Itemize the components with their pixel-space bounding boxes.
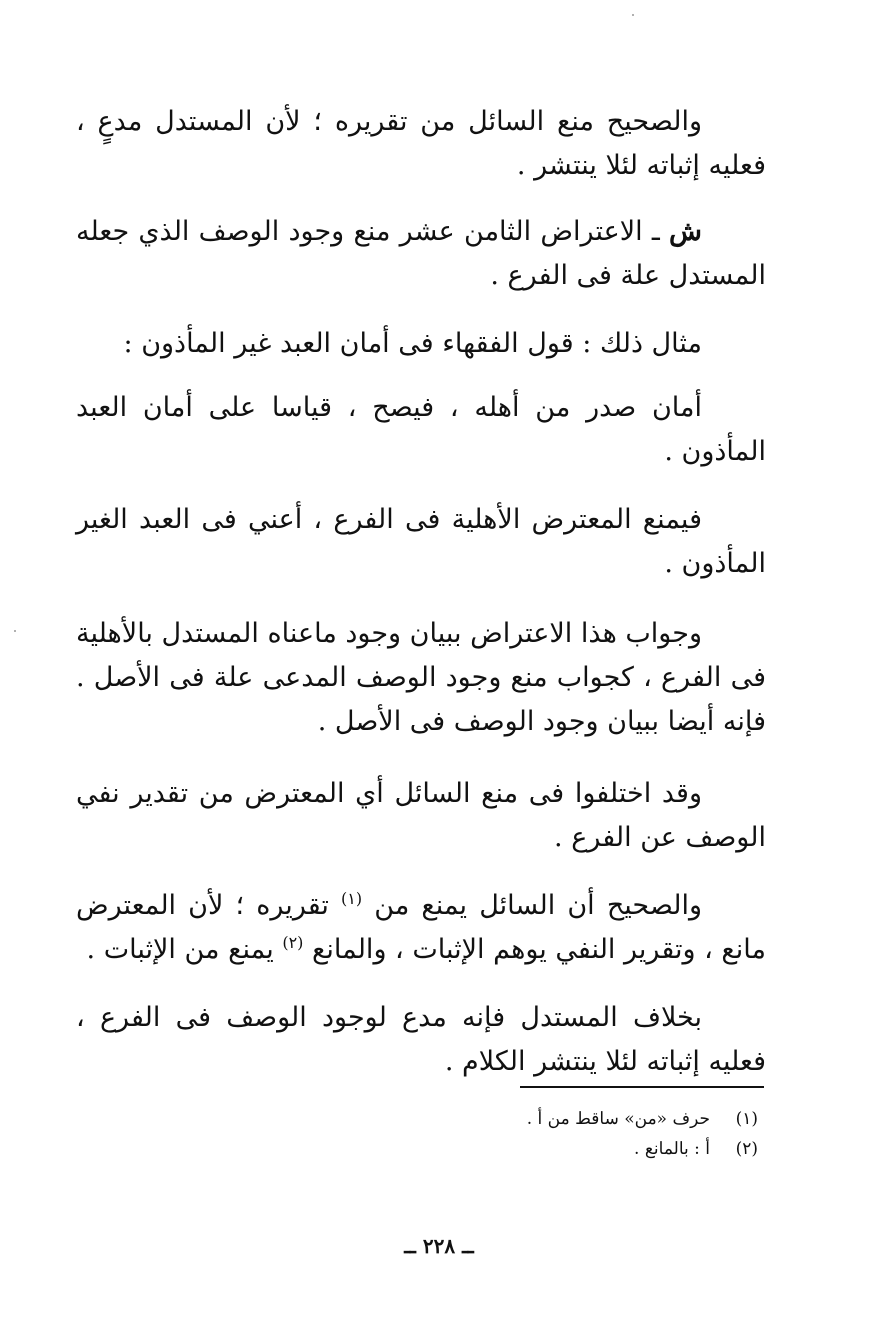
paragraph-2 (76, 210, 766, 298)
paragraph-3: مثال ذلك : قول الفقهاء فى أمان العبد غير المأذون : (123, 328, 702, 359)
footnote-item (300, 1104, 758, 1134)
scan-speck (632, 14, 634, 16)
footnote-number: (١) (735, 1109, 758, 1129)
footnote-ref-2[interactable]: (٢) (282, 933, 304, 952)
footnote-ref-1[interactable]: (١) (341, 889, 363, 908)
paragraph-4: أمان صدر من أهله ، فيصح ، قياسا على أمان العبد المأذون . (76, 392, 766, 467)
footnote-text: أ : بالمانع . (634, 1139, 710, 1159)
paragraph-7: وقد اختلفوا فى منع السائل أي المعترض من تقدير نفي الوصف عن الفرع . (76, 778, 766, 853)
footnote-item (300, 1134, 758, 1164)
paragraph-8-part-3: يمنع من الإثبات . (86, 934, 283, 965)
footnote-text: حرف «من» ساقط من أ . (526, 1109, 710, 1129)
footnotes (300, 1104, 758, 1164)
paragraph-8-part-1: والصحيح أن السائل يمنع من (362, 890, 702, 921)
footnote-divider (520, 1086, 764, 1088)
paragraph-6: وجواب هذا الاعتراض ببيان وجود ماعناه المستدل بالأهلية فى الفرع ، كجواب منع وجود الوصف المدعى علة فى الأصل . فإنه أيضا ببيان وجود الوصف فى الأصل . (76, 618, 766, 737)
paragraph-marker: ش (669, 216, 702, 247)
scan-speck (14, 630, 16, 632)
paragraph-9: بخلاف المستدل فإنه مدع لوجود الوصف فى الفرع ، فعليه إثباته لئلا ينتشر الكلام . (76, 1002, 766, 1077)
paragraph-8 (76, 884, 766, 972)
paragraph-5: فيمنع المعترض الأهلية فى الفرع ، أعني فى العبد الغير المأذون . (76, 504, 766, 579)
footnote-number: (٢) (735, 1139, 758, 1159)
paragraph-8-part-2: تقريره ؛ لأن المعترض مانع ، وتقرير النفي يوهم الإثبات ، والمانع (76, 890, 766, 965)
page-number: ــ ٢٢٨ ــ (404, 1234, 474, 1258)
paragraph-1: والصحيح منع السائل من تقريره ؛ لأن المستدل مدعٍ ، فعليه إثباته لئلا ينتشر . (76, 106, 766, 181)
paragraph-2-text: ـ الاعتراض الثامن عشر منع وجود الوصف الذي جعله المستدل علة فى الفرع . (76, 216, 766, 291)
